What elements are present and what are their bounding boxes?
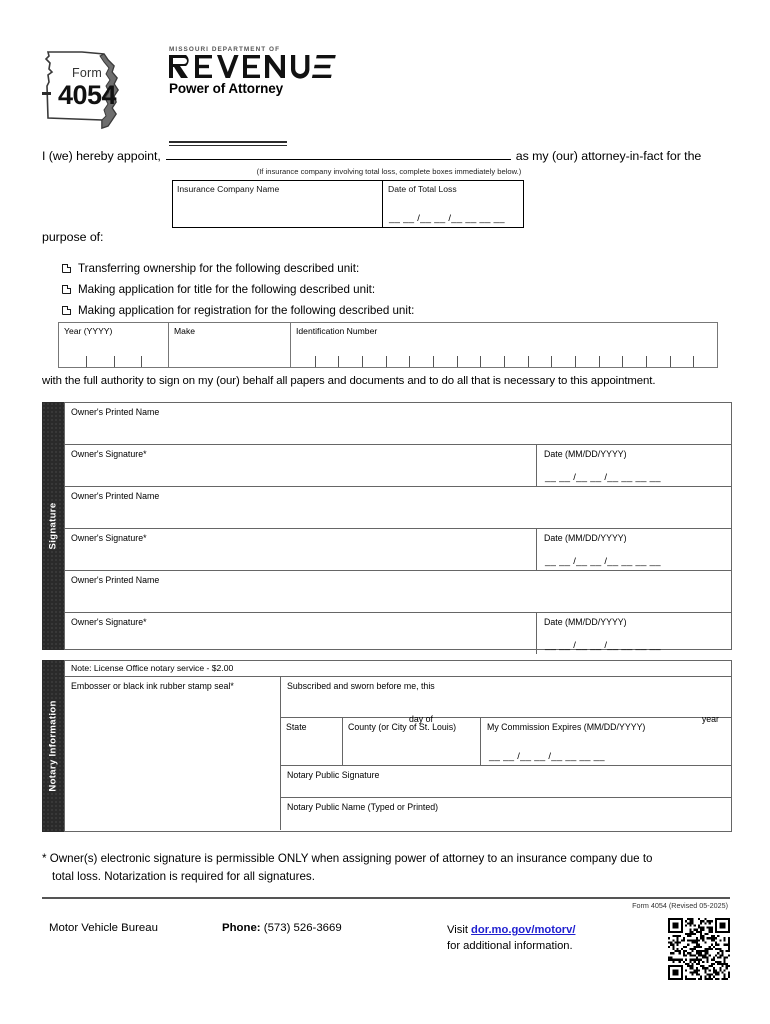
table-row xyxy=(65,487,731,529)
notary-fee-note: Note: License Office notary service - $2.00 xyxy=(65,661,731,677)
owner-signature-label: Owner's Signature* xyxy=(71,533,147,543)
insurance-note: (If insurance company involving total loss, complete boxes immediately below.) xyxy=(256,167,522,176)
insurance-table xyxy=(172,180,524,228)
owner-printed-name-cell[interactable] xyxy=(65,487,731,528)
revenue-wordmark-icon xyxy=(167,54,372,79)
total-loss-date-cell[interactable] xyxy=(383,181,523,227)
header-rule-thin xyxy=(169,145,287,146)
purpose-label: purpose of: xyxy=(42,230,104,244)
attorney-name-blank[interactable] xyxy=(166,148,511,160)
notary-sidebar-label: Notary Information xyxy=(47,700,59,792)
notary-signature-label: Notary Public Signature xyxy=(287,770,380,780)
notary-name-label: Notary Public Name (Typed or Printed) xyxy=(287,802,439,812)
authority-line: with the full authority to sign on my (our) behalf all papers and documents and to do all that is necessary to this appointment. xyxy=(42,375,656,387)
owner-date-cell[interactable] xyxy=(537,613,731,654)
notary-county-label: County (or City of St. Louis) xyxy=(348,722,457,732)
notary-block xyxy=(42,660,732,832)
phone-label: Phone: xyxy=(222,922,261,934)
purpose-options xyxy=(62,258,414,321)
owner-date-blanks: __ __ /__ __ /__ __ __ __ xyxy=(545,640,661,651)
notary-subscribed-label: Subscribed and sworn before me, this xyxy=(287,681,435,691)
total-loss-date-label: Date of Total Loss xyxy=(388,184,457,194)
owner-signature-label: Owner's Signature* xyxy=(71,449,147,459)
owner-date-blanks: __ __ /__ __ /__ __ __ __ xyxy=(545,472,661,483)
insurance-company-label: Insurance Company Name xyxy=(177,184,280,194)
purpose-option-label: Making application for registration for the following described unit: xyxy=(78,304,415,317)
visit-prefix: Visit xyxy=(447,924,468,936)
footnote-line-2: total loss. Notarization is required for all signatures. xyxy=(52,869,315,883)
signature-sidebar-label: Signature xyxy=(47,502,59,550)
owner-printed-name-label: Owner's Printed Name xyxy=(71,407,160,417)
vehicle-year-label: Year (YYYY) xyxy=(64,326,113,336)
purpose-option-title[interactable] xyxy=(62,279,414,300)
checkbox-icon[interactable] xyxy=(62,285,71,294)
vehicle-make-label: Make xyxy=(174,326,196,336)
form-word-label: Form xyxy=(72,66,102,80)
signature-block xyxy=(42,402,732,650)
qr-code-icon xyxy=(668,918,730,980)
vehicle-id-label: Identification Number xyxy=(296,326,378,336)
owner-date-cell[interactable] xyxy=(537,445,731,486)
notary-state-label: State xyxy=(286,722,307,732)
visit-suffix: for additional information. xyxy=(447,940,573,953)
form-title: Power of Attorney xyxy=(169,81,284,96)
notary-year-label: year xyxy=(701,714,719,724)
electronic-signature-footnote xyxy=(42,850,732,886)
notary-body xyxy=(64,660,732,832)
form-number-label: 4054 xyxy=(58,80,117,110)
footer-rule xyxy=(42,897,730,899)
notary-commission-label: My Commission Expires (MM/DD/YYYY) xyxy=(487,722,646,732)
owner-signature-cell[interactable] xyxy=(65,613,537,654)
purpose-option-registration[interactable] xyxy=(62,300,414,321)
phone-info xyxy=(222,922,342,934)
notary-subscribed-row[interactable] xyxy=(281,677,731,724)
department-line: MISSOURI DEPARTMENT OF xyxy=(169,46,281,53)
vehicle-year-ticks xyxy=(59,354,168,367)
bureau-label: Motor Vehicle Bureau xyxy=(49,922,158,934)
vehicle-id-ticks xyxy=(291,354,717,367)
signature-sidebar xyxy=(42,402,64,650)
notary-seal-label: Embosser or black ink rubber stamp seal* xyxy=(71,681,234,691)
table-row xyxy=(65,571,731,613)
owner-signature-cell[interactable] xyxy=(65,445,537,486)
notary-commission-blanks: __ __ /__ __ /__ __ __ __ xyxy=(489,751,605,762)
owner-printed-name-cell[interactable] xyxy=(65,571,731,612)
website-link[interactable]: dor.mo.gov/motorv/ xyxy=(471,924,576,936)
notary-state-cell[interactable] xyxy=(281,718,343,765)
notary-location-row xyxy=(281,718,731,766)
vehicle-year-cell[interactable] xyxy=(59,323,169,367)
form-revision-label: Form 4054 (Revised 05-2025) xyxy=(632,901,728,910)
vehicle-id-cell[interactable] xyxy=(291,323,717,367)
footnote-line-1: * Owner(s) electronic signature is permissible ONLY when assigning power of attorney to an insurance company due to xyxy=(42,852,653,865)
owner-signature-cell[interactable] xyxy=(65,529,537,570)
owner-printed-name-label: Owner's Printed Name xyxy=(71,491,160,501)
owner-date-blanks: __ __ /__ __ /__ __ __ __ xyxy=(545,556,661,567)
revenue-logo xyxy=(167,46,397,96)
table-row xyxy=(65,445,731,487)
notary-day-of-label: day of xyxy=(409,714,433,724)
notary-name-cell[interactable] xyxy=(281,798,731,830)
insurance-company-cell[interactable] xyxy=(173,181,383,227)
owner-printed-name-label: Owner's Printed Name xyxy=(71,575,160,585)
purpose-option-label: Making application for title for the following described unit: xyxy=(78,283,376,296)
purpose-option-transfer[interactable] xyxy=(62,258,414,279)
total-loss-date-blanks: __ __ /__ __ /__ __ __ __ xyxy=(389,213,505,224)
website-info xyxy=(447,922,575,954)
owner-printed-name-cell[interactable] xyxy=(65,403,731,444)
header-rule xyxy=(169,141,287,143)
notary-signature-cell[interactable] xyxy=(281,766,731,798)
notary-county-cell[interactable] xyxy=(343,718,481,765)
footer-contact xyxy=(42,918,732,978)
purpose-option-label: Transferring ownership for the following described unit: xyxy=(78,262,360,275)
table-row xyxy=(65,529,731,571)
checkbox-icon[interactable] xyxy=(62,306,71,315)
notary-seal-cell[interactable] xyxy=(65,677,281,830)
vehicle-table xyxy=(58,322,718,368)
notary-sidebar xyxy=(42,660,64,832)
missouri-state-outline-icon xyxy=(42,42,134,138)
notary-commission-cell[interactable] xyxy=(481,718,731,765)
table-row xyxy=(65,403,731,445)
form-header xyxy=(42,40,732,140)
owner-signature-label: Owner's Signature* xyxy=(71,617,147,627)
owner-date-label: Date (MM/DD/YYYY) xyxy=(544,533,627,543)
vehicle-make-cell[interactable] xyxy=(169,323,291,367)
owner-date-label: Date (MM/DD/YYYY) xyxy=(544,449,627,459)
appoint-trail-text: as my (our) attorney-in-fact for the xyxy=(515,149,702,163)
owner-date-cell[interactable] xyxy=(537,529,731,570)
phone-number: (573) 526-3669 xyxy=(263,922,342,934)
owner-date-label: Date (MM/DD/YYYY) xyxy=(544,617,627,627)
appoint-section xyxy=(42,148,732,176)
signature-rows xyxy=(64,402,732,650)
checkbox-icon[interactable] xyxy=(62,264,71,273)
table-row xyxy=(65,613,731,654)
appoint-lead-text: I (we) hereby appoint, xyxy=(42,149,161,163)
